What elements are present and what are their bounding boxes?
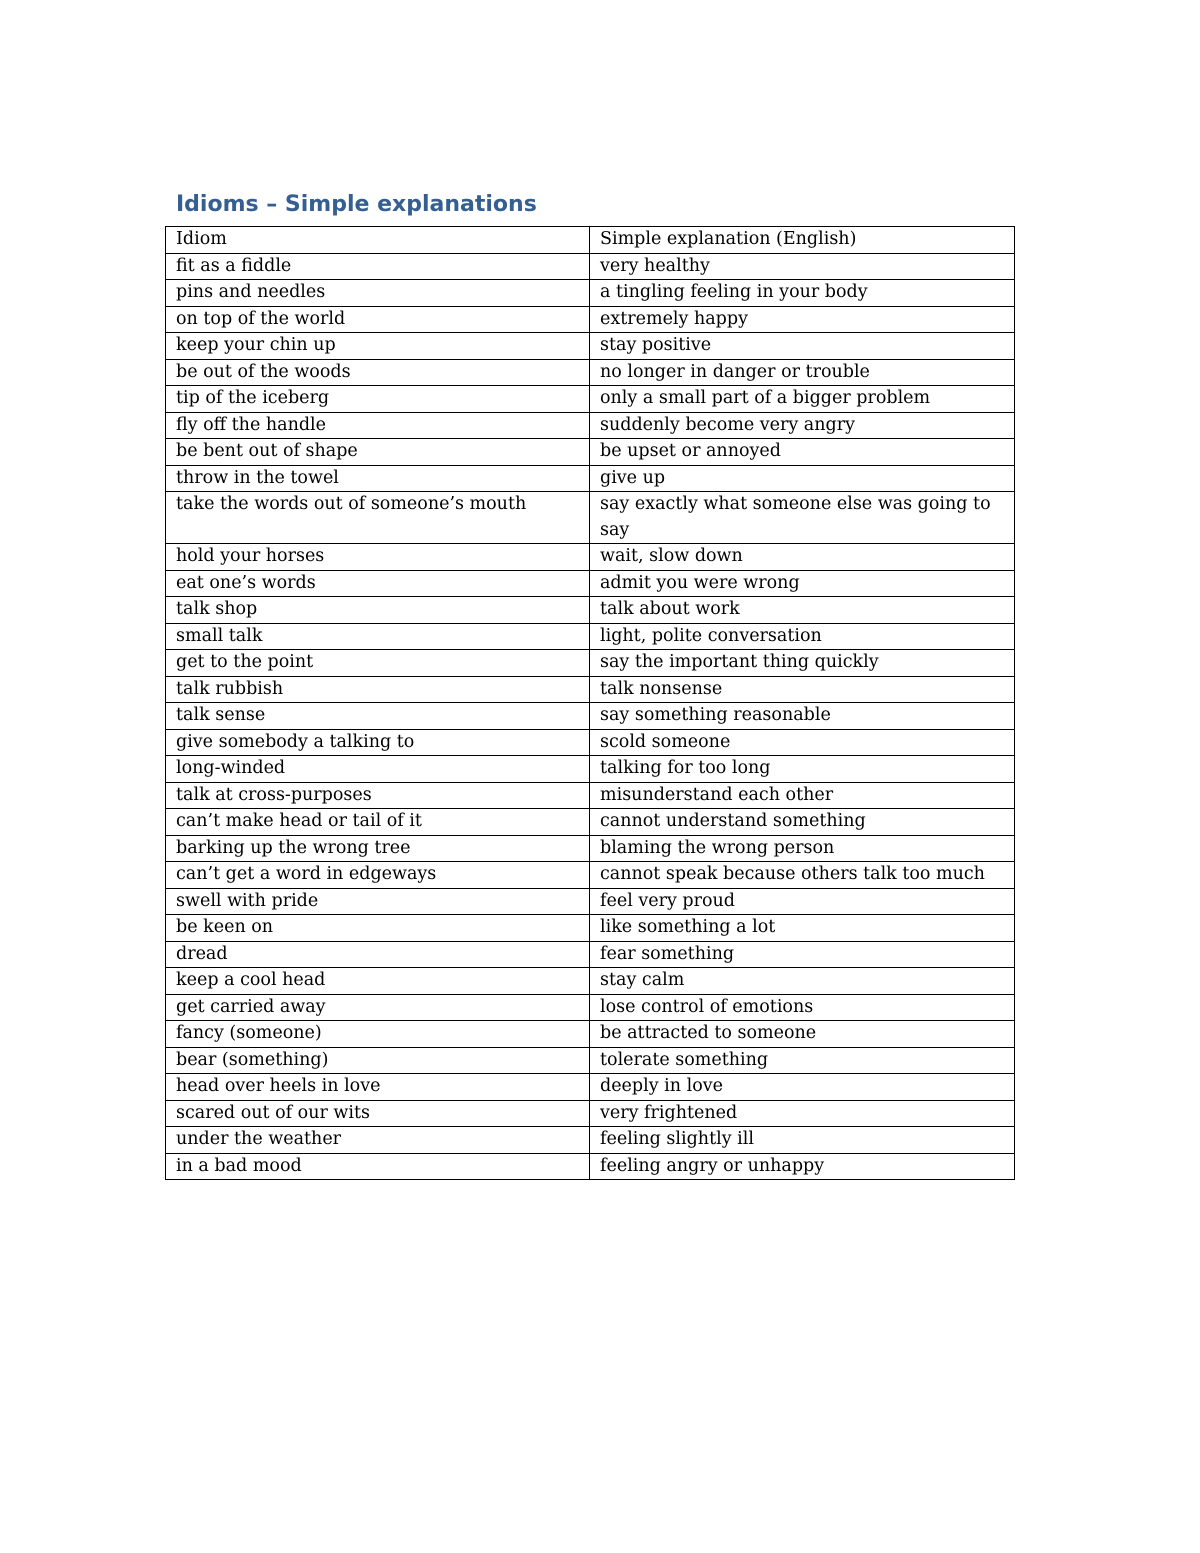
explanation-cell: feeling angry or unhappy: [590, 1153, 1015, 1180]
table-row: [166, 306, 1015, 333]
table-row: [166, 941, 1015, 968]
explanation-cell: say exactly what someone else was going to say: [590, 492, 1015, 544]
header-explanation: Simple explanation (English): [590, 227, 1015, 254]
table-row: [166, 253, 1015, 280]
idiom-cell: take the words out of someone’s mouth: [166, 492, 590, 544]
table-row: [166, 1074, 1015, 1101]
table-row: [166, 280, 1015, 307]
idiom-cell: scared out of our wits: [166, 1100, 590, 1127]
explanation-cell: only a small part of a bigger problem: [590, 386, 1015, 413]
idiom-cell: keep your chin up: [166, 333, 590, 360]
explanation-cell: feel very proud: [590, 888, 1015, 915]
idiom-table: [165, 226, 1015, 1180]
explanation-cell: say the important thing quickly: [590, 650, 1015, 677]
idiom-cell: head over heels in love: [166, 1074, 590, 1101]
idiom-cell: give somebody a talking to: [166, 729, 590, 756]
explanation-cell: wait, slow down: [590, 544, 1015, 571]
idiom-cell: be keen on: [166, 915, 590, 942]
table-row: [166, 676, 1015, 703]
table-row: [166, 439, 1015, 466]
table-row: [166, 597, 1015, 624]
explanation-cell: lose control of emotions: [590, 994, 1015, 1021]
idiom-cell: under the weather: [166, 1127, 590, 1154]
explanation-cell: feeling slightly ill: [590, 1127, 1015, 1154]
table-row: [166, 729, 1015, 756]
explanation-cell: stay calm: [590, 968, 1015, 995]
table-row: [166, 915, 1015, 942]
explanation-cell: talk nonsense: [590, 676, 1015, 703]
header-idiom: Idiom: [166, 227, 590, 254]
idiom-table-body: [166, 227, 1015, 1180]
table-header-row: [166, 227, 1015, 254]
idiom-cell: be out of the woods: [166, 359, 590, 386]
table-row: [166, 703, 1015, 730]
idiom-cell: fly off the handle: [166, 412, 590, 439]
idiom-cell: swell with pride: [166, 888, 590, 915]
idiom-cell: fancy (someone): [166, 1021, 590, 1048]
explanation-cell: suddenly become very angry: [590, 412, 1015, 439]
table-row: [166, 1127, 1015, 1154]
table-row: [166, 756, 1015, 783]
explanation-cell: fear something: [590, 941, 1015, 968]
idiom-cell: can’t make head or tail of it: [166, 809, 590, 836]
idiom-cell: talk rubbish: [166, 676, 590, 703]
explanation-cell: blaming the wrong person: [590, 835, 1015, 862]
idiom-cell: talk shop: [166, 597, 590, 624]
explanation-cell: be upset or annoyed: [590, 439, 1015, 466]
explanation-cell: talk about work: [590, 597, 1015, 624]
table-row: [166, 492, 1015, 544]
explanation-cell: very frightened: [590, 1100, 1015, 1127]
idiom-cell: on top of the world: [166, 306, 590, 333]
idiom-cell: long-winded: [166, 756, 590, 783]
idiom-cell: eat one’s words: [166, 570, 590, 597]
idiom-cell: hold your horses: [166, 544, 590, 571]
idiom-cell: be bent out of shape: [166, 439, 590, 466]
table-row: [166, 1100, 1015, 1127]
table-row: [166, 782, 1015, 809]
idiom-cell: fit as a fiddle: [166, 253, 590, 280]
table-row: [166, 544, 1015, 571]
explanation-cell: a tingling feeling in your body: [590, 280, 1015, 307]
table-row: [166, 412, 1015, 439]
idiom-cell: throw in the towel: [166, 465, 590, 492]
idiom-cell: talk sense: [166, 703, 590, 730]
idiom-cell: get carried away: [166, 994, 590, 1021]
explanation-cell: no longer in danger or trouble: [590, 359, 1015, 386]
table-row: [166, 862, 1015, 889]
explanation-cell: cannot speak because others talk too much: [590, 862, 1015, 889]
idiom-cell: get to the point: [166, 650, 590, 677]
explanation-cell: extremely happy: [590, 306, 1015, 333]
explanation-cell: very healthy: [590, 253, 1015, 280]
table-row: [166, 465, 1015, 492]
idiom-cell: bear (something): [166, 1047, 590, 1074]
idiom-cell: keep a cool head: [166, 968, 590, 995]
explanation-cell: deeply in love: [590, 1074, 1015, 1101]
table-row: [166, 968, 1015, 995]
explanation-cell: be attracted to someone: [590, 1021, 1015, 1048]
idiom-cell: in a bad mood: [166, 1153, 590, 1180]
table-row: [166, 359, 1015, 386]
idiom-cell: small talk: [166, 623, 590, 650]
explanation-cell: stay positive: [590, 333, 1015, 360]
table-row: [166, 1021, 1015, 1048]
table-row: [166, 994, 1015, 1021]
table-row: [166, 333, 1015, 360]
table-row: [166, 623, 1015, 650]
explanation-cell: scold someone: [590, 729, 1015, 756]
explanation-cell: give up: [590, 465, 1015, 492]
table-row: [166, 650, 1015, 677]
page-title: Idioms – Simple explanations: [176, 192, 537, 217]
table-row: [166, 835, 1015, 862]
table-row: [166, 386, 1015, 413]
idiom-cell: pins and needles: [166, 280, 590, 307]
idiom-cell: dread: [166, 941, 590, 968]
explanation-cell: tolerate something: [590, 1047, 1015, 1074]
table-row: [166, 570, 1015, 597]
table-row: [166, 1047, 1015, 1074]
table-row: [166, 888, 1015, 915]
idiom-cell: barking up the wrong tree: [166, 835, 590, 862]
idiom-cell: tip of the iceberg: [166, 386, 590, 413]
idiom-cell: can’t get a word in edgeways: [166, 862, 590, 889]
table-row: [166, 809, 1015, 836]
explanation-cell: say something reasonable: [590, 703, 1015, 730]
idiom-cell: talk at cross-purposes: [166, 782, 590, 809]
explanation-cell: light, polite conversation: [590, 623, 1015, 650]
explanation-cell: misunderstand each other: [590, 782, 1015, 809]
explanation-cell: cannot understand something: [590, 809, 1015, 836]
explanation-cell: like something a lot: [590, 915, 1015, 942]
explanation-cell: admit you were wrong: [590, 570, 1015, 597]
table-row: [166, 1153, 1015, 1180]
explanation-cell: talking for too long: [590, 756, 1015, 783]
